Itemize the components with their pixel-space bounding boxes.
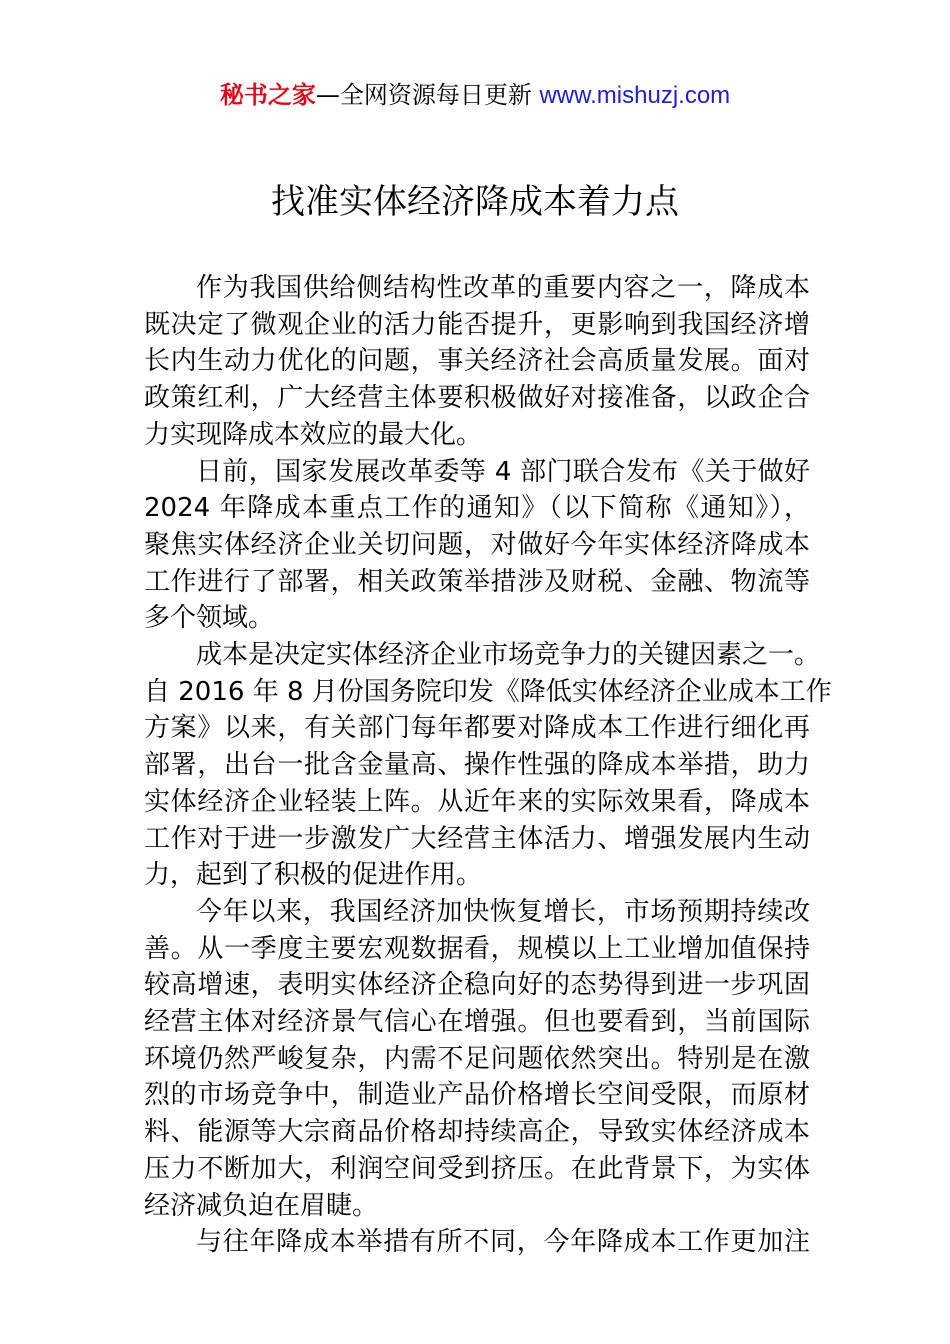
- paragraph-5: [144, 1224, 810, 1261]
- site-banner: [0, 78, 950, 113]
- paragraph-line: 既决定了微观企业的活力能否提升，更影响到我国经济增: [144, 309, 810, 340]
- article-title: 找准实体经济降成本着力点: [271, 182, 679, 222]
- paragraph-line: 作为我国供给侧结构性改革的重要内容之一，降成本: [196, 273, 810, 303]
- paragraph-line: 经营主体对经济景气信心在增强。但也要看到，当前国际: [144, 1007, 810, 1038]
- site-tagline: —全网资源每日更新: [315, 81, 540, 109]
- site-url-link[interactable]: www.mishuzj.com: [539, 82, 731, 109]
- paragraph-line: 自 2016 年 8 月份国务院印发《降低实体经济企业成本工作: [144, 676, 832, 707]
- article-body: [144, 270, 832, 1261]
- paragraph-line: 与往年降成本举措有所不同，今年降成本工作更加注: [196, 1227, 810, 1258]
- paragraph-line: 烈的市场竞争中，制造业产品价格增长空间受限，而原材: [144, 1080, 810, 1111]
- site-brand: 秘书之家: [219, 81, 316, 109]
- paragraph-line: 聚焦实体经济企业关切问题，对做好今年实体经济降成本: [144, 529, 810, 560]
- paragraph-line: 日前，国家发展改革委等 4 部门联合发布《关于做好: [196, 456, 810, 487]
- paragraph-line: 善。从一季度主要宏观数据看，规模以上工业增加值保持: [144, 933, 810, 964]
- paragraph-1: [144, 270, 810, 454]
- paragraph-line: 成本是决定实体经济企业市场竞争力的关键因素之一。: [196, 640, 821, 671]
- paragraph-line: 今年以来，我国经济加快恢复增长，市场预期持续改: [196, 896, 810, 927]
- paragraph-line: 多个领域。: [144, 603, 275, 634]
- paragraph-line: 实体经济企业轻装上阵。从近年来的实际效果看，降成本: [144, 786, 810, 817]
- paragraph-line: 力，起到了积极的促进作用。: [144, 860, 483, 891]
- paragraph-line: 2024 年降成本重点工作的通知》（以下简称《通知》），: [144, 493, 810, 524]
- paragraph-line: 方案》以来，有关部门每年都要对降成本工作进行细化再: [144, 713, 810, 744]
- paragraph-line: 力实现降成本效应的最大化。: [144, 419, 483, 450]
- paragraph-line: 料、能源等大宗商品价格却持续高企，导致实体经济成本: [144, 1117, 810, 1148]
- paragraph-line: 政策红利，广大经营主体要积极做好对接准备，以政企合: [144, 383, 810, 414]
- paragraph-line: 工作进行了部署，相关政策举措涉及财税、金融、物流等: [144, 566, 810, 597]
- paragraph-4: [144, 894, 810, 1224]
- paragraph-line: 长内生动力优化的问题，事关经济社会高质量发展。面对: [144, 346, 810, 377]
- paragraph-line: 经济减负迫在眉睫。: [144, 1190, 379, 1221]
- paragraph-line: 较高增速，表明实体经济企稳向好的态势得到进一步巩固: [144, 970, 810, 1001]
- paragraph-line: 工作对于进一步激发广大经营主体活力、增强发展内生动: [144, 823, 810, 854]
- paragraph-line: 环境仍然严峻复杂，内需不足问题依然突出。特别是在激: [144, 1043, 810, 1074]
- paragraph-2: [144, 454, 810, 638]
- paragraph-line: 压力不断加大，利润空间受到挤压。在此背景下，为实体: [144, 1153, 810, 1184]
- paragraph-line: 部署，出台一批含金量高、操作性强的降成本举措，助力: [144, 750, 810, 781]
- paragraph-3: [144, 637, 832, 894]
